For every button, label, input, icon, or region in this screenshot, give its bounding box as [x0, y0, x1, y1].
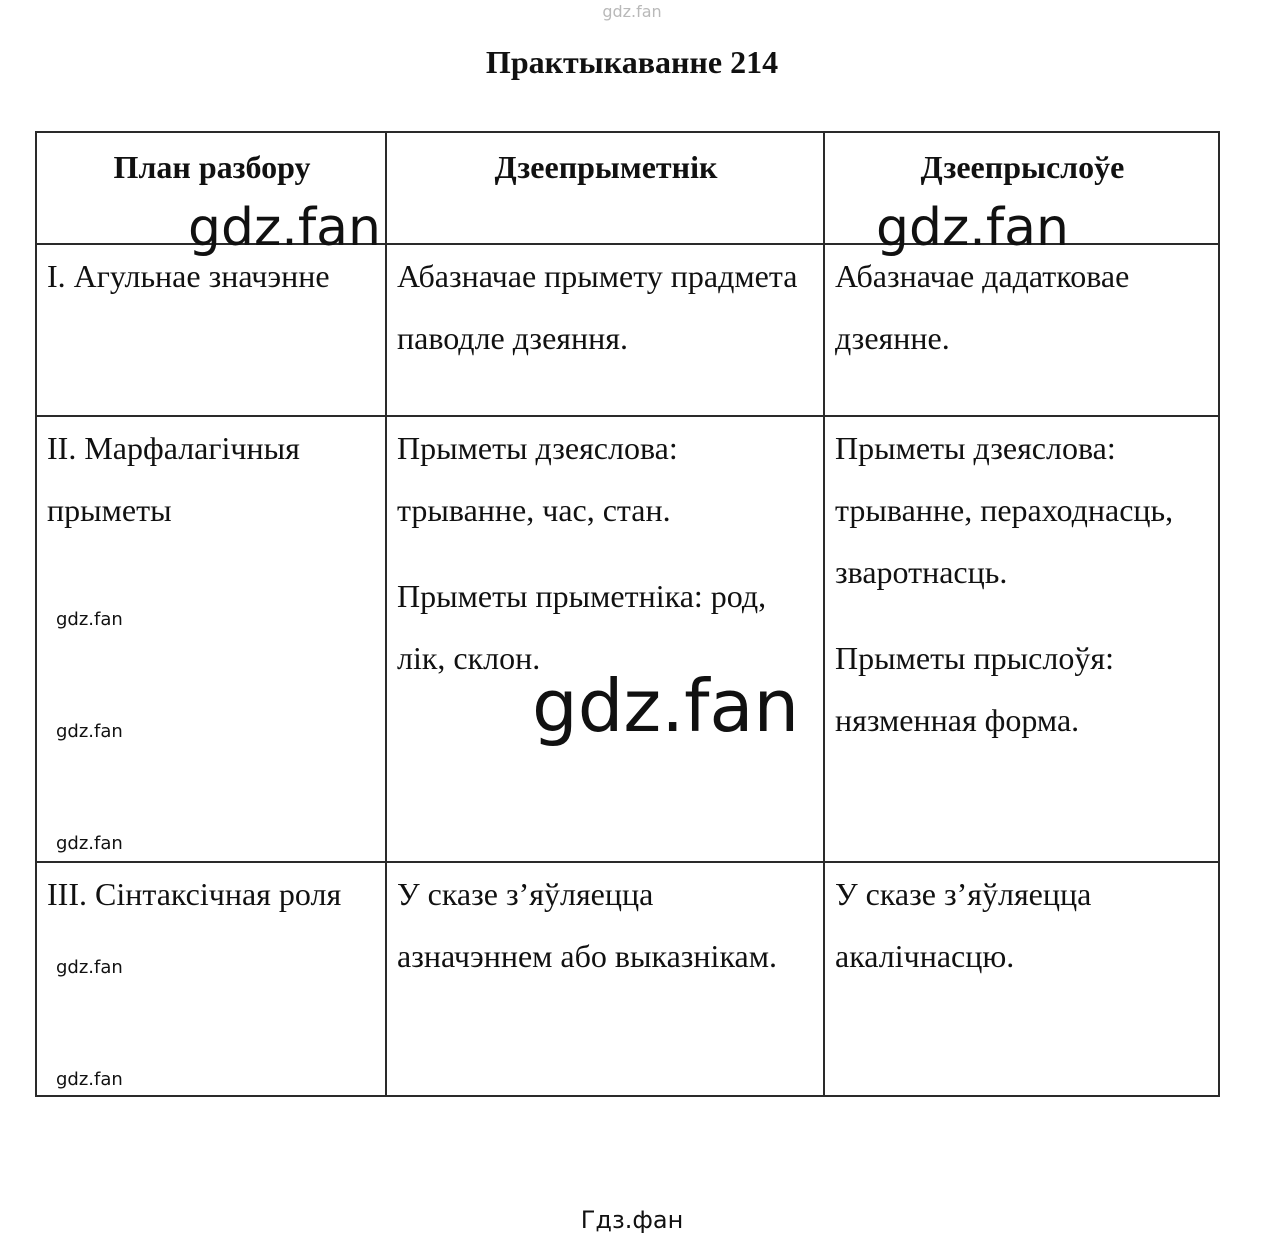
row2-gerund-cell [824, 416, 1219, 862]
watermark-top: gdz.fan [602, 2, 662, 21]
watermark-small: gdz.fan [56, 721, 123, 742]
row2-gerund: Прыметы дзеяслова: трыванне, пераходнасць, зваротнасць. [835, 430, 1174, 590]
watermark-center: gdz.fan [532, 664, 800, 748]
row2-participle: Прыметы дзеяслова: трыванне, час, стан. [397, 430, 678, 528]
analysis-table [35, 131, 1220, 1097]
header-participle: Дзеепрыметнік [386, 132, 824, 244]
row3-plan: III. Сінтаксічная роля [36, 862, 386, 1096]
row1-participle: Абазначае прымету прадмета паводле дзеяння. [386, 244, 824, 416]
table-row [36, 862, 1219, 1096]
footer-text: Гдз.фан [580, 1206, 684, 1234]
page-title: Практыкаванне 214 [485, 44, 779, 80]
row2-participle-extra: Прыметы прыметніка: род, лік, склон. [397, 578, 767, 676]
table-row [36, 244, 1219, 416]
watermark-large-right: gdz.fan [876, 198, 1069, 258]
watermark-small: gdz.fan [56, 1069, 123, 1090]
row2-gerund-extra: Прыметы прыслоўя: нязменная форма. [835, 640, 1114, 738]
row3-gerund: У сказе з’яўляецца акалічнасцю. [824, 862, 1219, 1096]
row1-plan: I. Агульнае значэнне [36, 244, 386, 416]
row3-participle: У сказе з’яўляецца азначэннем або выказнікам. [386, 862, 824, 1096]
row2-participle-cell [386, 416, 824, 862]
table-row [36, 416, 1219, 862]
header-gerund: Дзеепрыслоўе [824, 132, 1219, 244]
watermark-large-left: gdz.fan [188, 198, 381, 258]
row2-plan: II. Марфалагічныя прыметы [36, 416, 386, 862]
watermark-small: gdz.fan [56, 833, 123, 854]
header-plan: План разбору [36, 132, 386, 244]
watermark-small: gdz.fan [56, 957, 123, 978]
row1-gerund: Абазначае дадатковае дзеянне. [824, 244, 1219, 416]
watermark-small: gdz.fan [56, 609, 123, 630]
